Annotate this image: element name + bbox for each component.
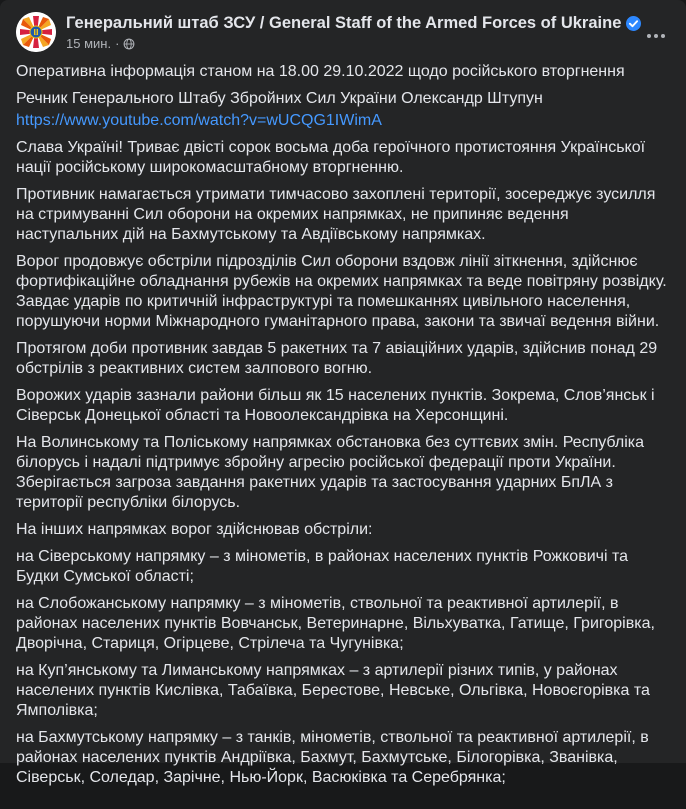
post-link[interactable]: https://www.youtube.com/watch?v=wUCQG1IWimA xyxy=(16,112,382,129)
post-paragraph: На інших напрямках ворог здійснював обстріли: xyxy=(16,521,373,538)
post-meta-row xyxy=(66,36,670,52)
timestamp[interactable]: 15 мин. xyxy=(66,36,112,51)
post-paragraph: Речник Генерального Штабу Збройних Сил України Олександр Штупун xyxy=(16,90,543,107)
post-paragraph: Противник намагається утримати тимчасово захоплені території, зосереджує зусилля на стримуванні Сил оборони на окремих напрямках, не припиняє ведення наступальних дій на Бахмутському та Авдіївському напрямках. xyxy=(16,186,660,243)
post-paragraph: Ворог продовжує обстріли підрозділів Сил оборони вздовж лінії зіткнення, здійснює фортифікаційне обладнання рубежів на окремих напрямках та веде повітряну розвідку. Завдає ударів по критичній інфраструктурі та помешканнях цивільного населення, порушуючи норми Міжнародного гуманітарного права, закони та звичаї ведення війни. xyxy=(16,253,672,330)
post-paragraph xyxy=(16,111,670,131)
post-paragraph: на Бахмутському напрямку – з танків, мінометів, ствольної та реактивної артилерії, в районах населених пунктів Андріївка, Бахмут, Бахмутське, Білогорівка, Званівка, Сіверськ, Соледар, Зарічне, Нью-Йорк, Васюківка та Серебрянка; xyxy=(16,729,654,786)
name-row xyxy=(66,13,670,33)
post-text xyxy=(0,58,686,809)
post-header xyxy=(0,0,686,58)
more-options-icon xyxy=(647,34,651,38)
header-meta xyxy=(66,12,670,52)
more-options-button[interactable] xyxy=(638,22,674,50)
post-paragraph: на Сіверському напрямку – з мінометів, в районах населених пунктів Рожковичі та Будки Сумської області; xyxy=(16,548,633,585)
post-paragraph: на Слобожанському напрямку – з мінометів, ствольної та реактивної артилерії, в районах населених пунктів Вовчанськ, Ветеринарне, Вільхуватка, Гатище, Григорівка, Дворічна, Стариця, Огірцеве, Стрілеча та Чугунівка; xyxy=(16,595,660,652)
post-paragraph: Протягом доби противник завдав 5 ракетних та 7 авіаційних ударів, здійснив понад 29 обстрілів з реактивних систем залпового вогню. xyxy=(16,340,662,377)
post-paragraph: Оперативна інформація станом на 18.00 29.10.2022 щодо російського вторгнення xyxy=(16,63,625,80)
post-paragraph: на Куп’янському та Лиманському напрямках – з артилерії різних типів, у районах населених пунктів Кислівка, Табаївка, Берестове, Невське, Ольгівка, Новоєгорівка та Ямполівка; xyxy=(16,662,655,719)
globe-icon xyxy=(123,38,135,50)
post-paragraph: Ворожих ударів зазнали райони більш як 15 населених пунктів. Зокрема, Слов’янськ і Сіверськ Донецької області та Новоолександрівка на Херсонщині. xyxy=(16,387,660,424)
general-staff-emblem-icon xyxy=(16,39,56,52)
avatar[interactable] xyxy=(16,12,56,52)
dot-separator: · xyxy=(115,36,120,51)
post-paragraph: На Волинському та Поліському напрямках обстановка без суттєвих змін. Республіка білорусь і надалі підтримує збройну агресію російської федерації проти України. Зберігається загроза завдання ракетних ударів та застосування ударних БпЛА з території республіки білорусь. xyxy=(16,434,649,511)
post-paragraph: Слава Україні! Триває двісті сорок восьма доба героїчного протистояння Української нації російському широкомасштабному вторгненню. xyxy=(16,139,650,176)
page-name-link[interactable]: Генеральний штаб ЗСУ / General Staff of the Armed Forces of Ukraine xyxy=(66,14,622,32)
